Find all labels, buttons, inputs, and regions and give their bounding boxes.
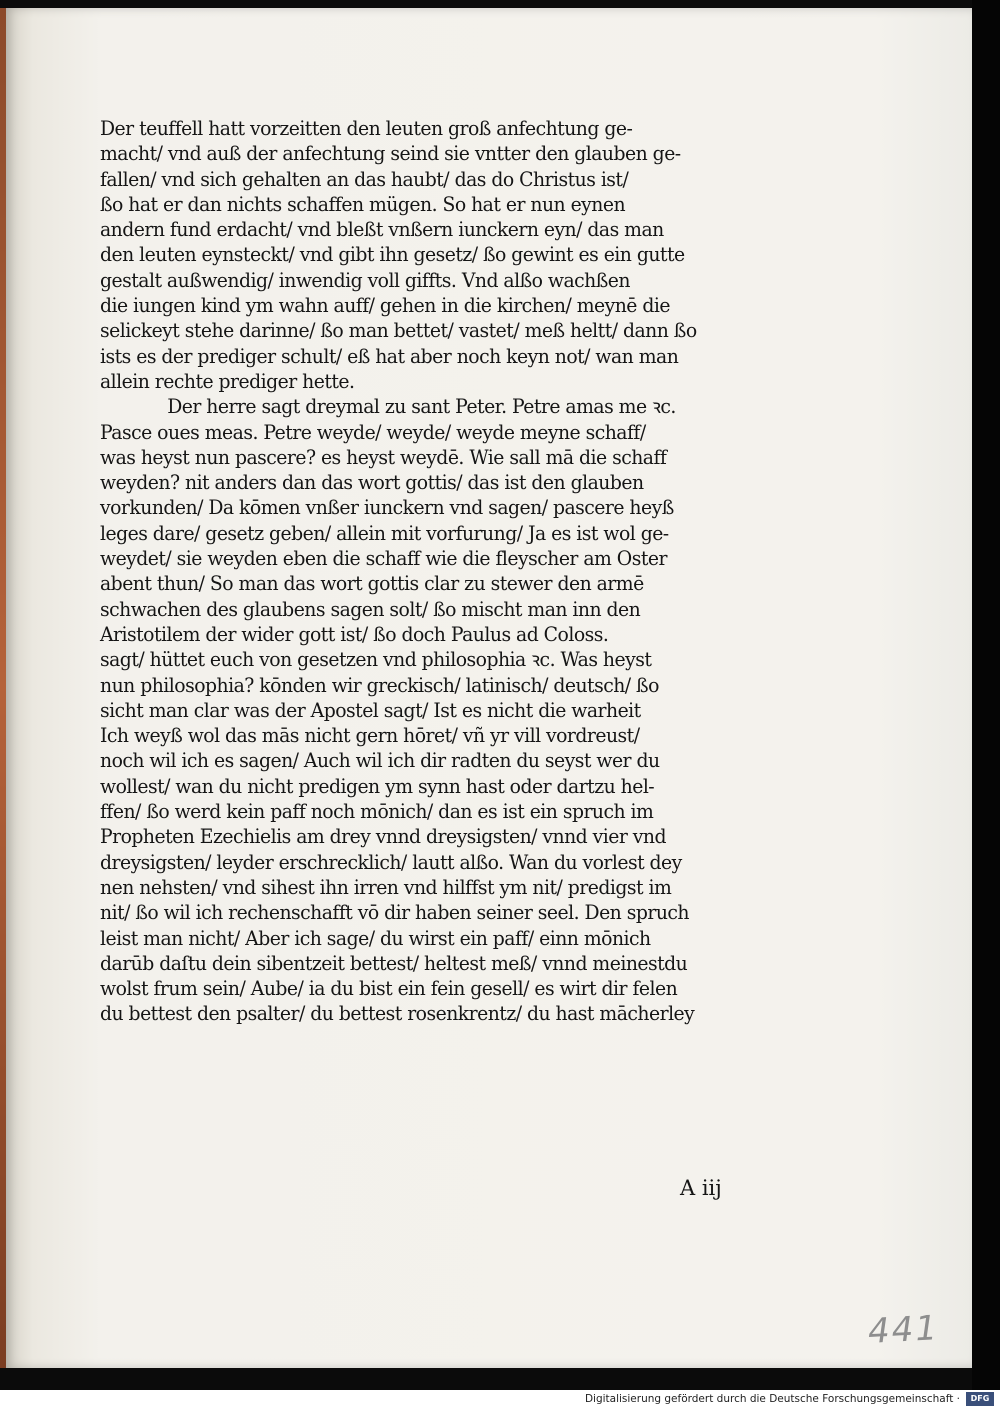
binding-edge bbox=[0, 8, 6, 1368]
text-line: den leuten eynsteckt/ vnd gibt ihn gesetz/ ßo gewint es ein gutte bbox=[100, 243, 685, 267]
text-line: darūb daſtu dein sibentzeit bettest/ heltest meß/ vnnd meinestdu bbox=[100, 951, 688, 975]
text-line: Pasce oues meas. Petre weyde/ weyde/ weyde meyne schaff/ bbox=[100, 420, 646, 444]
text-line: schwachen des glaubens sagen solt/ ßo mischt man inn den bbox=[100, 597, 641, 621]
text-line: wolst frum sein/ Aube/ ia du bist ein fein gesell/ es wirt dir felen bbox=[100, 977, 678, 1001]
footer-bar bbox=[0, 1390, 1000, 1409]
text-line: vorkunden/ Da kōmen vnßer iunckern vnd sagen/ pascere heyß bbox=[100, 496, 674, 520]
text-line: du bettest den psalter/ du bettest rosenkrentz/ du hast mācherley bbox=[100, 1002, 695, 1026]
text-line: fallen/ vnd sich gehalten an das haubt/ das do Christus ist/ bbox=[100, 167, 629, 191]
scan-border bbox=[972, 0, 1000, 1390]
text-line: allein rechte prediger hette. bbox=[100, 369, 355, 393]
text-line: leges dare/ gesetz geben/ allein mit vorfurung/ Ja es ist wol ge- bbox=[100, 521, 669, 545]
text-line: Propheten Ezechielis am drey vnnd dreysigsten/ vnnd vier vnd bbox=[100, 825, 666, 849]
text-line: wollest/ wan du nicht predigen ym synn hast oder dartzu hel- bbox=[100, 774, 655, 798]
folio-number: 441 bbox=[867, 1308, 940, 1352]
text-line: ffen/ ßo werd kein paff noch mōnich/ dan es ist ein spruch im bbox=[100, 800, 654, 824]
text-line: sagt/ hüttet euch von gesetzen vnd philosophia ꝛc. Was heyst bbox=[100, 648, 652, 672]
dfg-logo: DFG bbox=[966, 1392, 994, 1406]
text-line: Ich weyß wol das mās nicht gern hōret/ vñ yr vill vordreust/ bbox=[100, 724, 640, 748]
text-line: abent thun/ So man das wort gottis clar zu stewer den armē bbox=[100, 572, 644, 596]
page-text bbox=[100, 116, 800, 1027]
text-line: nun philosophia? kōnden wir greckisch/ latinisch/ deutsch/ ßo bbox=[100, 673, 659, 697]
text-line: noch wil ich es sagen/ Auch wil ich dir radten du seyst wer du bbox=[100, 749, 660, 773]
text-line: macht/ vnd auß der anfechtung seind sie vntter den glauben ge- bbox=[100, 142, 681, 166]
text-line: Aristotilem der wider gott ist/ ßo doch Paulus ad Coloss. bbox=[100, 622, 609, 646]
text-line: dreysigsten/ leyder erschrecklich/ lautt alßo. Wan du vorlest dey bbox=[100, 850, 682, 874]
text-line: gestalt außwendig/ inwendig voll giffts. Vnd alßo wachßen bbox=[100, 268, 630, 292]
text-line: selickeyt stehe darinne/ ßo man bettet/ vastet/ meß heltt/ dann ßo bbox=[100, 319, 697, 343]
text-line: Der herre sagt dreymal zu sant Peter. Petre amas me ꝛc. bbox=[167, 395, 676, 419]
text-line: leist man nicht/ Aber ich sage/ du wirst ein paff/ einn mōnich bbox=[100, 926, 651, 950]
signature-mark: A iij bbox=[680, 1176, 722, 1200]
text-line: ßo hat er dan nichts schaffen mügen. So hat er nun eynen bbox=[100, 192, 626, 216]
text-line: nen nehsten/ vnd sihest ihn irren vnd hilffst ym nit/ predigst im bbox=[100, 875, 672, 899]
text-line: weyden? nit anders dan das wort gottis/ das ist den glauben bbox=[100, 471, 644, 495]
text-line: andern fund erdacht/ vnd bleßt vnßern iunckern eyn/ das man bbox=[100, 218, 664, 242]
text-line: was heyst nun pascere? es heyst weydē. Wie sall mā die schaff bbox=[100, 445, 667, 469]
text-line: Der teuffell hatt vorzeitten den leuten groß anfechtung ge- bbox=[100, 117, 633, 140]
text-line: ists es der prediger schult/ eß hat aber noch keyn not/ wan man bbox=[100, 344, 679, 368]
text-line: nit/ ßo wil ich rechenschafft vō dir haben seiner seel. Den spruch bbox=[100, 901, 690, 925]
text-line: sicht man clar was der Apostel sagt/ Ist es nicht die warheit bbox=[100, 698, 641, 722]
text-line: die iungen kind ym wahn auff/ gehen in die kirchen/ meynē die bbox=[100, 294, 670, 318]
funding-credit: Digitalisierung gefördert durch die Deutsche Forschungsgemeinschaft · bbox=[584, 1393, 960, 1405]
text-line: weydet/ sie weyden eben die schaff wie die fleyscher am Oster bbox=[100, 547, 667, 571]
